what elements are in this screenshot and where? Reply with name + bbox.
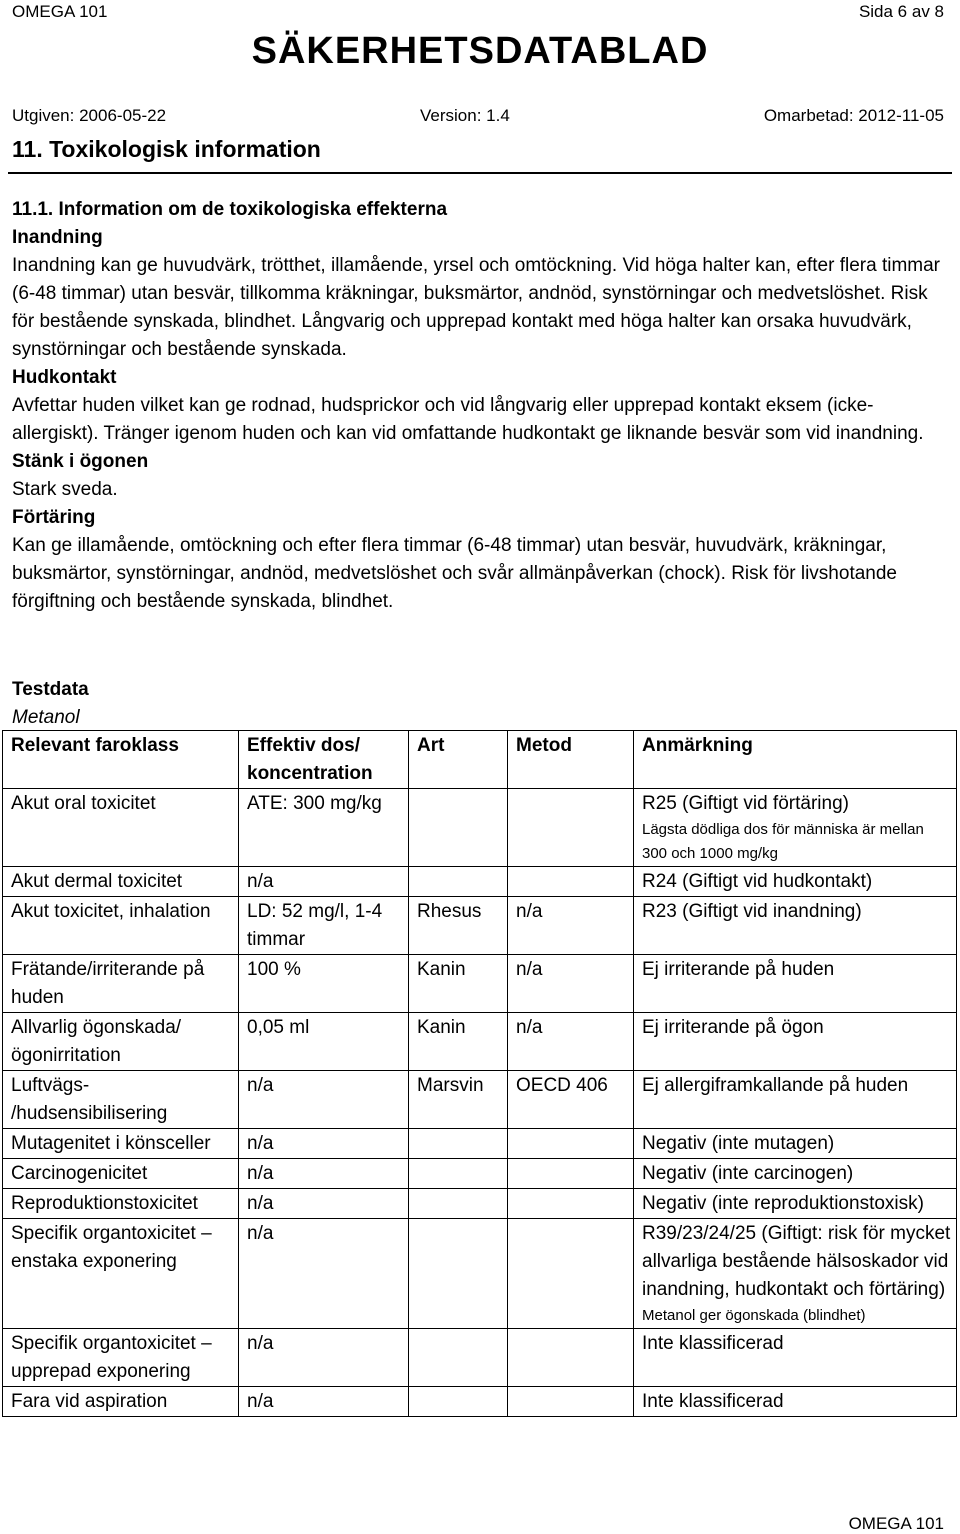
table-row [3, 1129, 957, 1159]
table-cell-dose [239, 897, 409, 955]
skin-heading: Hudkontakt [12, 367, 117, 388]
table-cell-species [409, 1071, 508, 1129]
table-cell-method [508, 897, 634, 955]
section-title: 11. Toxikologisk information [12, 136, 321, 162]
table-cell-method [508, 1071, 634, 1129]
table-cell-remark [634, 789, 957, 867]
table-cell-hazard [3, 1159, 239, 1189]
ingestion-heading: Förtäring [12, 507, 96, 528]
table-cell-hazard [3, 1189, 239, 1219]
version: Version: 1.4 [420, 106, 510, 125]
table-cell-method [508, 1013, 634, 1071]
table-cell-dose [239, 1387, 409, 1417]
page-number: Sida 6 av 8 [858, 2, 944, 21]
cell-text: Negativ (inte mutagen) [642, 1133, 835, 1154]
table-cell-dose [239, 1219, 409, 1329]
page-footer: OMEGA 101 [848, 1514, 944, 1533]
table-cell-remark [634, 1387, 957, 1417]
table-cell-method [508, 867, 634, 897]
subsection-title: 11.1. Information om de toxikologiska effekterna [12, 199, 448, 220]
table-cell-dose [239, 1329, 409, 1387]
cell-text: Fara vid aspiration [11, 1391, 168, 1412]
cell-text: LD: 52 mg/l, 1-4 timmar [247, 901, 383, 950]
table-cell-species [409, 1013, 508, 1071]
cell-text: n/a [247, 1391, 274, 1412]
cell-text: Inte klassificerad [642, 1333, 784, 1354]
cell-text: Akut toxicitet, inhalation [11, 901, 211, 922]
cell-text: Akut dermal toxicitet [11, 871, 183, 892]
table-cell-hazard [3, 867, 239, 897]
cell-text: Akut oral toxicitet [11, 793, 156, 814]
table-cell-hazard [3, 1329, 239, 1387]
table-cell-dose [239, 1159, 409, 1189]
inhalation-text: Inandning kan ge huvudvärk, trötthet, illamående, yrsel och omtöckning. Vid höga halter kan, efter flera timmar (6-48 timmar) utan besvär, tillkomma kräkningar, buksmärtor, andnöd, synstörningar och medvetslöshet. Risk för bestående synskada, blindhet. Långvarig och upprepad kontakt med höga halter kan orsaka huvudvärk, synstörningar och bestående synskada. [12, 255, 940, 360]
table-cell-hazard [3, 1219, 239, 1329]
cell-text: Specifik organtoxicitet – upprepad exponering [11, 1333, 212, 1382]
table-cell-remark [634, 1159, 957, 1189]
eye-text: Stark sveda. [12, 479, 118, 500]
table-cell-species [409, 1387, 508, 1417]
table-cell-method [508, 1159, 634, 1189]
cell-text: Mutagenitet i könsceller [11, 1133, 211, 1154]
table-cell-method [508, 1189, 634, 1219]
table-cell-dose [239, 1071, 409, 1129]
section-content [12, 196, 942, 616]
table-cell-remark [634, 867, 957, 897]
remark-note: Lägsta dödliga dos för människa är mellan 300 och 1000 mg/kg [642, 821, 924, 862]
table-row [3, 789, 957, 867]
table-cell-species [409, 1159, 508, 1189]
column-header: Effektiv dos/ koncentration [239, 731, 409, 789]
cell-text: Ej allergiframkallande på huden [642, 1075, 909, 1096]
remark-note: Metanol ger ögonskada (blindhet) [642, 1307, 866, 1324]
table-cell-method [508, 1387, 634, 1417]
cell-text: Rhesus [417, 901, 482, 922]
cell-text: n/a [247, 1333, 274, 1354]
table-row [3, 867, 957, 897]
table-row [3, 1219, 957, 1329]
table-cell-hazard [3, 789, 239, 867]
skin-text: Avfettar huden vilket kan ge rodnad, hudsprickor och vid långvarig eller upprepad kontakt eksem (icke-allergiskt). Tränger igenom huden och kan vid omfattande hudkontakt ge liknande besvär som vid inandning. [12, 395, 924, 444]
cell-text: Frätande/irriterande på huden [11, 959, 205, 1008]
table-cell-method [508, 1219, 634, 1329]
cell-text: Reproduktionstoxicitet [11, 1193, 198, 1214]
issued-date: Utgiven: 2006-05-22 [12, 106, 167, 125]
cell-text: Negativ (inte reproduktionstoxisk) [642, 1193, 924, 1214]
table-cell-species [409, 897, 508, 955]
table-cell-remark [634, 1329, 957, 1387]
cell-text: n/a [247, 871, 274, 892]
cell-text: Specifik organtoxicitet – enstaka exponering [11, 1223, 212, 1272]
table-cell-method [508, 955, 634, 1013]
table-cell-remark [634, 1129, 957, 1159]
table-row [3, 1329, 957, 1387]
table-cell-hazard [3, 897, 239, 955]
table-row [3, 1013, 957, 1071]
table-cell-dose [239, 1189, 409, 1219]
table-cell-remark [634, 955, 957, 1013]
table-cell-method [508, 1129, 634, 1159]
toxicity-table [2, 730, 957, 1417]
testdata-block [12, 676, 89, 732]
cell-text: ATE: 300 mg/kg [247, 793, 382, 814]
cell-text: Inte klassificerad [642, 1391, 784, 1412]
table-cell-hazard [3, 1071, 239, 1129]
table-header-row [3, 731, 957, 789]
page-header [12, 2, 944, 24]
cell-text: R24 (Giftigt vid hudkontakt) [642, 871, 873, 892]
table-cell-species [409, 789, 508, 867]
cell-text: 0,05 ml [247, 1017, 310, 1038]
table-cell-species [409, 1189, 508, 1219]
revised-date: Omarbetad: 2012-11-05 [763, 106, 944, 125]
cell-text: OECD 406 [516, 1075, 608, 1096]
cell-text: R25 (Giftigt vid förtäring) [642, 793, 849, 814]
table-cell-dose [239, 955, 409, 1013]
cell-text: n/a [247, 1193, 274, 1214]
cell-text: n/a [247, 1075, 274, 1096]
document-title: SÄKERHETSDATABLAD [251, 30, 709, 72]
table-cell-hazard [3, 1013, 239, 1071]
table-row [3, 1159, 957, 1189]
table-cell-remark [634, 1071, 957, 1129]
cell-text: Kanin [417, 959, 466, 980]
cell-text: n/a [247, 1223, 274, 1244]
table-row [3, 955, 957, 1013]
product-name: OMEGA 101 [12, 2, 108, 21]
eye-heading: Stänk i ögonen [12, 451, 149, 472]
cell-text: n/a [516, 1017, 543, 1038]
substance-name: Metanol [12, 707, 80, 728]
table-cell-remark [634, 1219, 957, 1329]
table-cell-method [508, 1329, 634, 1387]
cell-text: 100 % [247, 959, 301, 980]
table-cell-species [409, 955, 508, 1013]
column-header: Metod [508, 731, 634, 789]
cell-text: n/a [247, 1133, 274, 1154]
table-cell-species [409, 1329, 508, 1387]
column-header: Anmärkning [634, 731, 957, 789]
table-cell-species [409, 867, 508, 897]
cell-text: n/a [247, 1163, 274, 1184]
cell-text: Ej irriterande på huden [642, 959, 835, 980]
column-header: Relevant faroklass [3, 731, 239, 789]
table-cell-dose [239, 1129, 409, 1159]
table-cell-species [409, 1129, 508, 1159]
table-cell-remark [634, 897, 957, 955]
cell-text: Ej irriterande på ögon [642, 1017, 824, 1038]
cell-text: Carcinogenicitet [11, 1163, 148, 1184]
table-cell-species [409, 1219, 508, 1329]
table-cell-remark [634, 1013, 957, 1071]
table-cell-remark [634, 1189, 957, 1219]
document-meta [12, 106, 944, 128]
cell-text: R23 (Giftigt vid inandning) [642, 901, 862, 922]
table-cell-dose [239, 1013, 409, 1071]
cell-text: Marsvin [417, 1075, 484, 1096]
cell-text: n/a [516, 901, 543, 922]
cell-text: Luftvägs- /hudsensibilisering [11, 1075, 168, 1124]
cell-text: Negativ (inte carcinogen) [642, 1163, 854, 1184]
table-cell-hazard [3, 955, 239, 1013]
cell-text: Allvarlig ögonskada/ ögonirritation [11, 1017, 182, 1066]
inhalation-heading: Inandning [12, 227, 103, 248]
ingestion-text: Kan ge illamående, omtöckning och efter flera timmar (6-48 timmar) utan besvär, huvudvärk, kräkningar, buksmärtor, synstörningar, andnöd, medvetslöshet och svår allmänpåverkan (chock). Risk för livshotande förgiftning och bestående synskada, blindhet. [12, 535, 897, 612]
table-row [3, 897, 957, 955]
cell-text: Kanin [417, 1017, 466, 1038]
table-row [3, 1071, 957, 1129]
table-cell-dose [239, 867, 409, 897]
table-cell-method [508, 789, 634, 867]
cell-text: n/a [516, 959, 543, 980]
table-cell-hazard [3, 1387, 239, 1417]
testdata-heading: Testdata [12, 679, 89, 700]
table-row [3, 1189, 957, 1219]
section-divider [8, 172, 952, 174]
column-header: Art [409, 731, 508, 789]
cell-text: R39/23/24/25 (Giftigt: risk för mycket allvarliga bestående hälsoskador vid inandning, hudkontakt och förtäring) [642, 1223, 951, 1300]
table-cell-dose [239, 789, 409, 867]
table-cell-hazard [3, 1129, 239, 1159]
table-row [3, 1387, 957, 1417]
